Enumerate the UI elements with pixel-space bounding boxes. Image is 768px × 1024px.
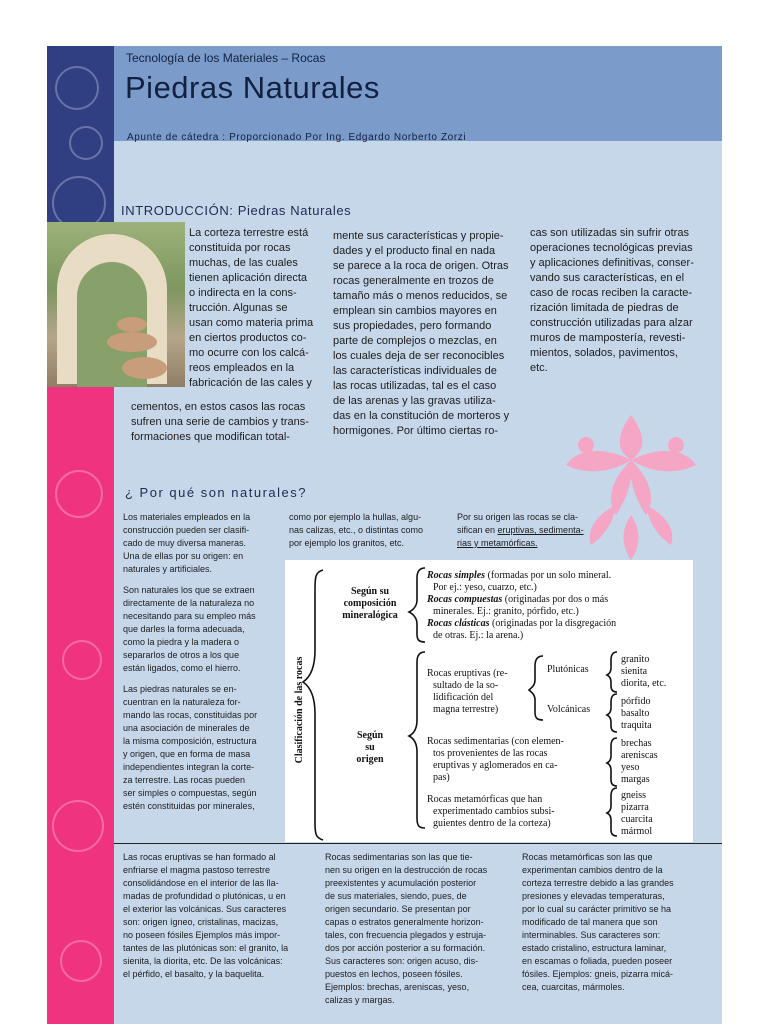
bottom-column-sedimentarias: Rocas sedimentarias son las que tie- nen su origen en la destrucción de rocas preexistentes y acumulación posterior de sus materiales, siendo, pues, de origen secundario. Se presentan por capas o estratos generalmente horizon- tales, con frecuencia plegados y estruja- dos por acción posterior a su formación. Sus caracteres son: origen acuso, dis- puestos en lechos, poseen fósiles. Ejemplos: brechas, areniscas, yeso, calizas y margas. — [325, 852, 488, 1005]
decor-swirl — [62, 640, 102, 680]
eruptivas-line-1: Rocas eruptivas (re- — [427, 668, 508, 679]
brace-sedimentarias — [607, 738, 617, 786]
bottom-column-metamorficas: Rocas metamórficas son las que experimentan cambios dentro de la corteza terrestre debido a las grandes presiones y elevadas temperaturas, por lo cual su carácter primitivo se ha modificado de tal manera que son interminables. Sus caracteres son: estado cristalino, estructura laminar, en escamas o foliada, pueden poseer fósiles. Ejemplos: gneis, pizarra micá- cea, cuarcitas, mármoles. — [522, 852, 674, 992]
link-eruptivas[interactable]: eruptivas, sedimenta- — [497, 525, 584, 535]
sedimentarias-line-3: eruptivas y aglomerados en ca- — [433, 760, 558, 771]
label-origen-1: Según — [356, 730, 384, 741]
page-title: Piedras Naturales — [125, 70, 380, 105]
header — [114, 46, 722, 141]
brace-composicion — [409, 568, 425, 642]
volcanica-item: traquita — [621, 720, 652, 731]
plutonica-item: diorita, etc. — [621, 678, 667, 689]
section-divider — [114, 843, 722, 844]
sedimentaria-item: brechas — [621, 738, 652, 749]
intro-title: INTRODUCCIÓN: Piedras Naturales — [121, 203, 352, 218]
naturales-column-1: Los materiales empleados en la construcción pueden ser clasifi- cado de muy diversa maneras. Una de ellas por su origen: en naturales y artificiales. Son naturales los que se extraen directamente de la naturaleza no necesitando para su empleo más que darles la forma adecuada, como la piedra y la madera o separarlos de otros a los que están ligados, como el hierro. Las piedras naturales se en- cuentran en la naturaleza for- mando las rocas, constituidas por una asociación de minerales de la misma composición, estructura y origen, que en forma de masa independientes integran la corte- za terrestre. Las rocas pueden ser simples o compuestas, según estén constituidas por minerales, — [123, 512, 258, 811]
volcanica-item: basalto — [621, 708, 650, 719]
sedimentarias-line-4: pas) — [433, 772, 450, 783]
label-composicion-2: composición — [343, 598, 397, 609]
rocas-compuestas-line-1: Rocas compuestas (originadas por dos o más — [427, 594, 609, 605]
label-origen-3: origen — [356, 754, 384, 765]
brace-plutonicas — [607, 652, 617, 692]
main-brace — [303, 570, 323, 840]
brace-volcanicas — [607, 694, 617, 732]
label-composicion-1: Según su — [350, 586, 390, 597]
intro-column-2: mente sus características y propie- dades y el producto final en nada se parece a la roca de origen. Otras rocas generalmente en trozos de tamaño más o menos reducidos, se emplean sin cambios mayores en sus propiedades, pero formando parte de complejos o mezclas, en los cuales deja de ser reconocibles las características individuales de las rocas utilizadas, tal es el caso de las arenas y las gravas utiliza- das en la constitución de morteros y hormigones. Por último ciertas ro- — [333, 230, 510, 437]
brace-eruptivas — [529, 656, 543, 720]
naturales-column-3: Por su origen las rocas se cla- sifican en eruptivas, sedimenta- rias y metamórficas. — [457, 511, 622, 550]
label-origen-2: su — [365, 742, 375, 753]
arch-fountain-photo — [47, 222, 185, 387]
link-metamorficas[interactable]: rias y metamórficas. — [457, 538, 538, 548]
intro-column-1: La corteza terrestre está constituida por rocas muchas, de las cuales tienen aplicación directa o indirecta en la cons- trucción. Algunas se usan como materia prima en ciertos productos co- mo ocurre con los calcá- reos empleados en la fabricación de las cales y — [189, 227, 314, 389]
rocas-clasticas-line-2: de otras. Ej.: la arena.) — [433, 630, 524, 641]
metamorficas-line-3: guientes dentro de la corteza) — [433, 818, 551, 829]
rocas-simples-line-2: Por ej.: yeso, cuarzo, etc.) — [433, 582, 537, 593]
brace-origen — [409, 652, 425, 828]
sedimentarias-line-1: Rocas sedimentarias (con elemen- — [427, 736, 564, 747]
volcanica-item: pórfido — [621, 696, 651, 707]
intro-column-3: cas son utilizadas sin sufrir otras operaciones tecnológicas previas y aplicaciones definitivas, conser- vando sus características, en el caso de rocas reciben la caracte- rización limitada de piedras de construcción utilizadas para alzar muros de mampostería, revesti- mientos, solados, pavimentos, etc. — [530, 227, 694, 374]
decorative-side-band-top — [47, 46, 114, 236]
plutonicas-label: Plutónicas — [547, 664, 589, 675]
eruptivas-line-3: lidificación del — [433, 692, 494, 703]
decor-swirl — [55, 470, 103, 518]
rocas-clasticas-line-1: Rocas clásticas (originadas por la disgregación — [427, 618, 617, 629]
metamorficas-line-2: experimentado cambios subsi- — [433, 806, 555, 817]
metamorfica-item: mármol — [621, 826, 653, 837]
plutonica-item: granito — [621, 654, 650, 665]
classification-svg — [285, 560, 693, 842]
sedimentaria-item: areniscas — [621, 750, 658, 761]
header-credit: Apunte de cátedra : Proporcionado Por Ing. Edgardo Norberto Zorzi — [127, 132, 467, 143]
rock-classification-diagram — [285, 560, 693, 842]
eruptivas-line-4: magna terrestre) — [433, 704, 499, 715]
label-composicion-3: mineralógica — [342, 610, 398, 621]
metamorfica-item: cuarcita — [621, 814, 653, 825]
decor-swirl — [60, 940, 102, 982]
rocas-simples-line-1: Rocas simples (formadas por un solo mineral. — [427, 570, 612, 581]
header-supertitle: Tecnología de los Materiales – Rocas — [126, 51, 326, 65]
metamorfica-item: pizarra — [621, 802, 649, 813]
naturales-title: ¿ Por qué son naturales? — [125, 485, 307, 500]
naturales-column-2: como por ejemplo la hullas, algu- nas calizas, etc., o distintas como por ejemplo los granitos, etc. — [289, 512, 424, 548]
sedimentarias-line-2: tos provenientes de las rocas — [433, 748, 548, 759]
metamorficas-line-1: Rocas metamórficas que han — [427, 794, 543, 805]
bottom-column-eruptivas: Las rocas eruptivas se han formado al enfriarse el magma pastoso terrestre consolidándose en el interior de las lla- madas de profundidad o plutónicas, u en el exterior las volcánicas. Sus caracteres son: origen ígneo, cristalinas, macizas, no poseen fósiles Ejemplos más impor- tantes de las plutónicas son: el granito, la sienita, la diorita, etc. De las volcánicas: el pérfido, el basalto, y la baquelita. — [123, 852, 289, 979]
intro-column-1-continued: cementos, en estos casos las rocas sufren una serie de cambios y trans- formaciones que modifican total- — [131, 401, 309, 443]
eruptivas-line-2: sultado de la so- — [433, 680, 499, 691]
volcanicas-label: Volcánicas — [547, 704, 591, 715]
plutonica-item: sienita — [621, 666, 648, 677]
sedimentaria-item: yeso — [621, 762, 640, 773]
metamorfica-item: gneiss — [621, 790, 646, 801]
decor-swirl — [52, 800, 104, 852]
vertical-label: Clasificación de las rocas — [294, 656, 305, 764]
sedimentaria-item: margas — [621, 774, 650, 785]
rocas-compuestas-line-2: minerales. Ej.: granito, pórfido, etc.) — [433, 606, 579, 617]
brace-metamorficas — [607, 788, 617, 836]
